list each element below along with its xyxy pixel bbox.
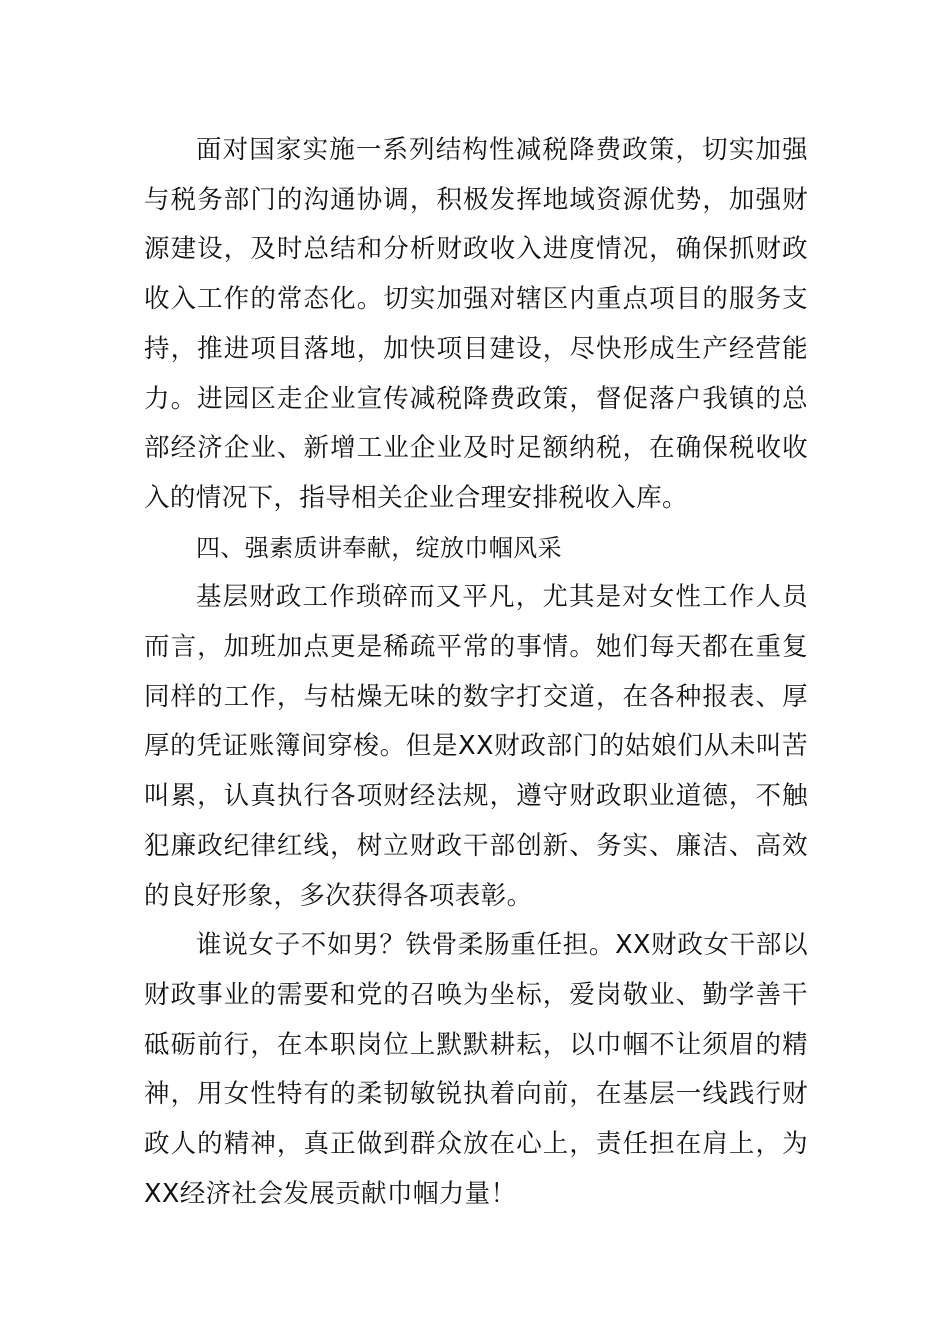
- paragraph-women-cadres: 谁说女子不如男？铁骨柔肠重任担。XX财政女干部以财政事业的需要和党的召唤为坐标，爱岗敬业、勤学善干砥砺前行，在本职岗位上默默耕耘，以巾帼不让须眉的精神，用女性特有的柔韧敏锐执着向前，在基层一线践行财政人的精神，真正做到群众放在心上，责任担在肩上，为XX经济社会发展贡献巾帼力量！: [144, 930, 808, 1209]
- document-body: [144, 126, 808, 1219]
- section-heading-four: 四、强素质讲奉献，绽放巾帼风采: [196, 533, 562, 562]
- paragraph-tax-revenue: 面对国家实施一系列结构性减税降费政策，切实加强与税务部门的沟通协调，积极发挥地域资源优势，加强财源建设，及时总结和分析财政收入进度情况，确保抓财政收入工作的常态化。切实加强对辖区内重点项目的服务支持，推进项目落地，加快项目建设，尽快形成生产经营能力。进园区走企业宣传减税降费政策，督促落户我镇的总部经济企业、新增工业企业及时足额纳税，在确保税收收入的情况下，指导相关企业合理安排税收入库。: [144, 135, 808, 513]
- paragraph-grassroots-finance: 基层财政工作琐碎而又平凡，尤其是对女性工作人员而言，加班加点更是稀疏平常的事情。她们每天都在重复同样的工作，与枯燥无味的数字打交道，在各种报表、厚厚的凭证账簿间穿梭。但是XX财政部门的姑娘们从未叫苦叫累，认真执行各项财经法规，遵守财政职业道德，不触犯廉政纪律红线，树立财政干部创新、务实、廉洁、高效的良好形象，多次获得各项表彰。: [144, 582, 808, 911]
